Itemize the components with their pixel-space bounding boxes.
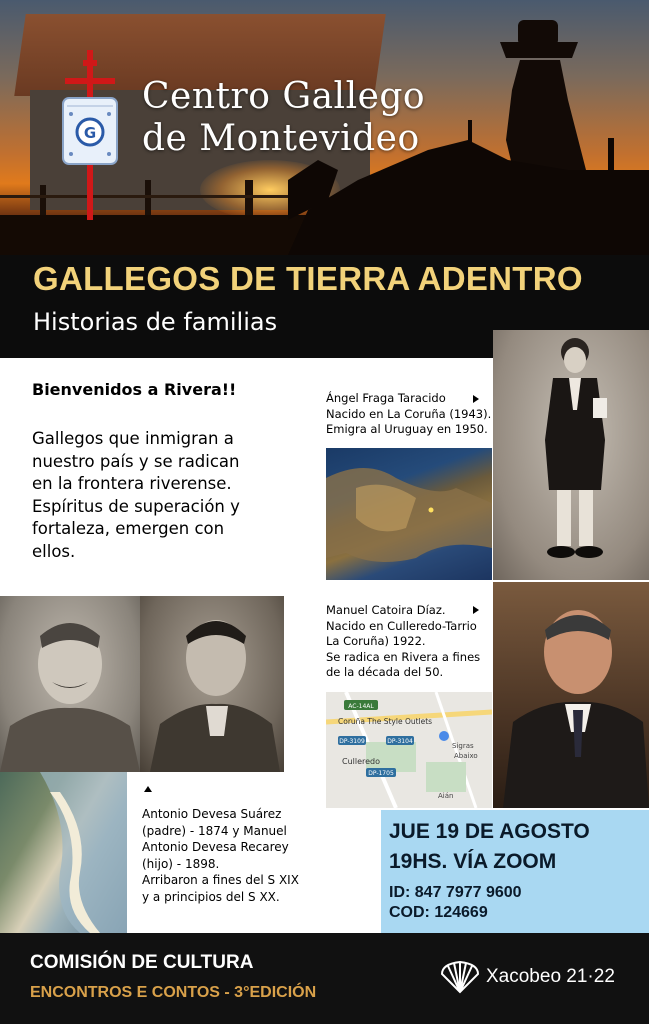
event-date: JUE 19 DE AGOSTO [389,820,590,843]
svg-text:G: G [83,124,97,142]
event-subtitle: Historias de familias [33,308,278,336]
caption-antonio [142,806,299,905]
photo-antonio-devesa-suarez [0,596,140,772]
caption-line: y a principios del S XX. [142,889,280,904]
map-road-label: AC-14AL [348,703,374,710]
caption-line: La Coruña) 1922. [326,634,426,648]
centro-gallego-emblem [55,50,125,220]
pointer-right-icon [473,395,479,403]
map-place-label: Aián [438,792,454,800]
caption-line: de la década del 50. [326,665,444,679]
caption-line: Nacido en Culleredo-Tarrio [326,618,477,633]
welcome-heading: Bienvenidos a Rivera!! [32,380,237,399]
zoom-id: ID: 847 7977 9600 [389,884,522,901]
xacobeo-label: Xacobeo 21·22 [486,966,615,987]
event-time: 19HS. VÍA ZOOM [389,850,557,873]
intro-paragraph: Gallegos que inmigran a nuestro país y se radican en la frontera riverense. Espíritus de superación y fortaleza, emergen con ellos. [32,429,240,561]
map-culleredo [326,692,492,808]
photo-angel-fraga [493,330,649,580]
map-town-label: Culleredo [342,757,381,766]
photo-manuel-antonio-devesa [140,596,284,772]
caption-line: Antonio Devesa Recarey [142,840,289,854]
map-road-label: DP-1705 [368,770,394,777]
caption-line: Nacido en La Coruña (1943). [326,406,492,421]
pointer-right-icon [473,606,479,614]
caption-line: Antonio Devesa Suárez [142,807,282,821]
zoom-code: COD: 124669 [389,904,488,921]
event-title: GALLEGOS DE TIERRA ADENTRO [33,260,583,297]
map-place-label: Abaixo [454,752,478,760]
xacobeo-shell-icon [440,960,480,994]
caption-line: Ángel Fraga Taracido [326,391,446,405]
map-road-label: DP-3104 [387,738,413,745]
commission-label: COMISIÓN DE CULTURA [30,952,254,973]
org-name-line1: Centro Gallego [142,76,426,117]
caption-line: Se radica en Rivera a fines [326,649,481,664]
caption-line: Emigra al Uruguay en 1950. [326,422,488,436]
org-name-line2: de Montevideo [142,118,420,159]
map-outlet-label: Coruña The Style Outlets [338,717,433,726]
caption-angel [326,391,491,438]
caption-line: (padre) - 1874 y Manuel [142,823,287,838]
caption-line: Manuel Catoira Díaz. [326,603,446,617]
aerial-photo-coast [0,772,127,933]
aerial-photo-la-coruna [326,448,492,580]
series-label: ENCONTROS E CONTOS - 3°EDICIÓN [30,984,317,1001]
caption-line: (hijo) - 1898. [142,856,220,871]
map-place-label: Sigras [452,742,474,750]
pointer-up-icon [144,786,152,792]
photo-manuel-catoira [493,582,649,808]
caption-line: Arribaron a fines del S XIX [142,873,299,887]
map-road-label: DP-3109 [339,738,365,745]
caption-manuel [326,603,480,681]
organization-name [142,76,425,160]
